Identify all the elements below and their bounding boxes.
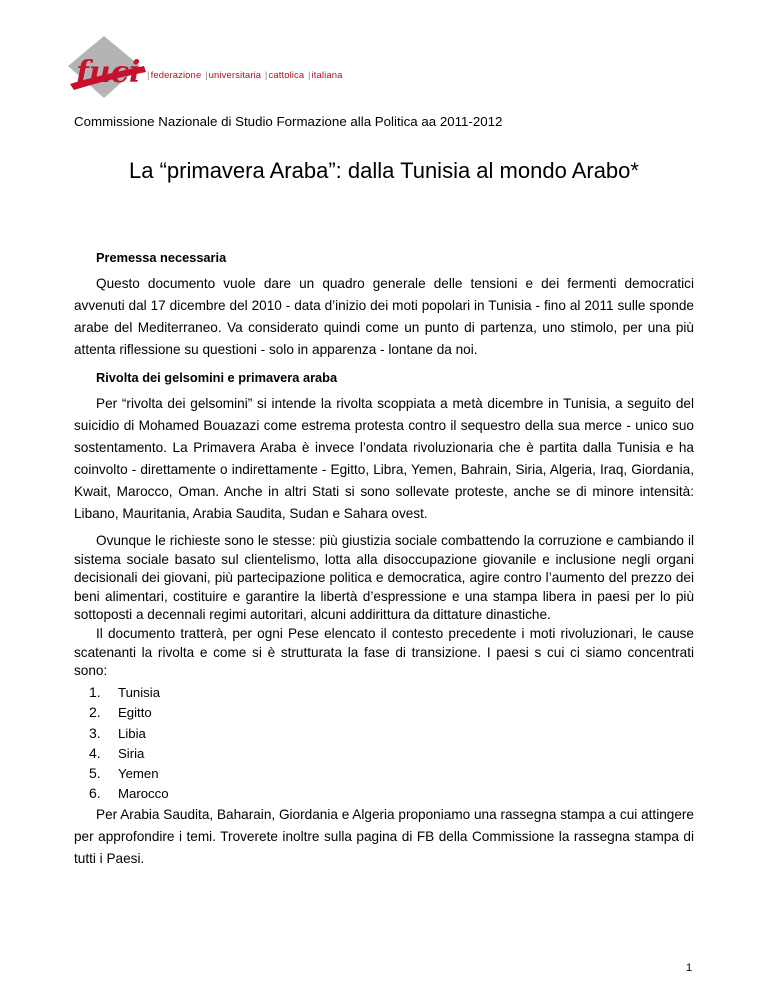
list-item: 6. Marocco	[89, 785, 169, 802]
paragraph-demands: Ovunque le richieste sono le stesse: più giustizia sociale combattendo la corruzione e cambiando il sistema sociale basato sul clientelismo, lotta alla disoccupazione giovanile e inclusione negli organi decisionali dei giovani, più partecipazione politica e democratica, agire contro l’aumento del prezzo dei beni alimentari, costituire e garantire la libertà d’espressione e una stampa libera in paesi per lo più sottoposti a decennali regimi autoritari, alcuni addirittura da dittature dinastiche.	[74, 533, 694, 622]
fuci-logo	[66, 36, 343, 106]
list-item: 3. Libia	[89, 724, 146, 741]
svg-text:fuci: fuci	[76, 55, 141, 90]
document-title: La “primavera Araba”: dalla Tunisia al mondo Arabo*	[129, 158, 639, 183]
logo-tagline: |federazione |universitaria |cattolica |italiana	[147, 70, 343, 81]
countries-list	[74, 682, 169, 804]
list-item: 2. Egitto	[89, 704, 152, 721]
paragraph-document-scope: Il documento tratterà, per ogni Pese elencato il contesto precedente i moti rivoluzionari, le cause scatenanti la rivolta e come si è strutturata la fase di transizione. I paesi s cui ci siamo concentrati sono:	[74, 626, 694, 678]
list-item: 1. Tunisia	[89, 684, 161, 700]
list-item: 4. Siria	[89, 744, 145, 761]
paragraph-premessa: Questo documento vuole dare un quadro generale delle tensioni e dei fermenti democratici avvenuti dal 17 dicembre del 2010 - data d’inizio dei moti popolari in Tunisia - fino al 2011 sulle sponde arabe del Mediterraneo. Va considerato quindi come un punto di partenza, uno stimolo, per una più attenta riflessione su questioni - solo in apparenza - lontane da noi.	[74, 276, 694, 357]
commission-subtitle: Commissione Nazionale di Studio Formazione alla Politica aa 2011-2012	[74, 114, 503, 129]
list-item: 5. Yemen	[89, 765, 159, 782]
page-number: 1	[686, 962, 693, 974]
paragraph-rivolta: Per “rivolta dei gelsomini” si intende la rivolta scoppiata a metà dicembre in Tunisia, a seguito del suicidio di Mohamed Bouazazi come estrema protesta contro il sequestro della sua merce - unico suo sostentamento. La Primavera Araba è invece l’ondata rivoluzionaria che è partita dalla Tunisia e ha coinvolto - direttamente o indirettamente - Egitto, Libra, Yemen, Bahrain, Siria, Algeria, Iraq, Giordania, Kwait, Marocco, Oman. Anche in altri Stati si sono sollevate proteste, anche se di minore intensità: Libano, Mauritania, Arabia Saudita, Sudan e Sahara ovest.	[74, 396, 694, 521]
section-heading-rivolta: Rivolta dei gelsomini e primavera araba	[96, 370, 338, 385]
section-heading-premessa: Premessa necessaria	[96, 250, 227, 265]
paragraph-press-review: Per Arabia Saudita, Baharain, Giordania e Algeria proponiamo una rassegna stampa a cui attingere per approfondire i temi. Troverete inoltre sulla pagina di FB della Commissione la rassegna stampa di tutti i Paesi.	[74, 807, 694, 866]
